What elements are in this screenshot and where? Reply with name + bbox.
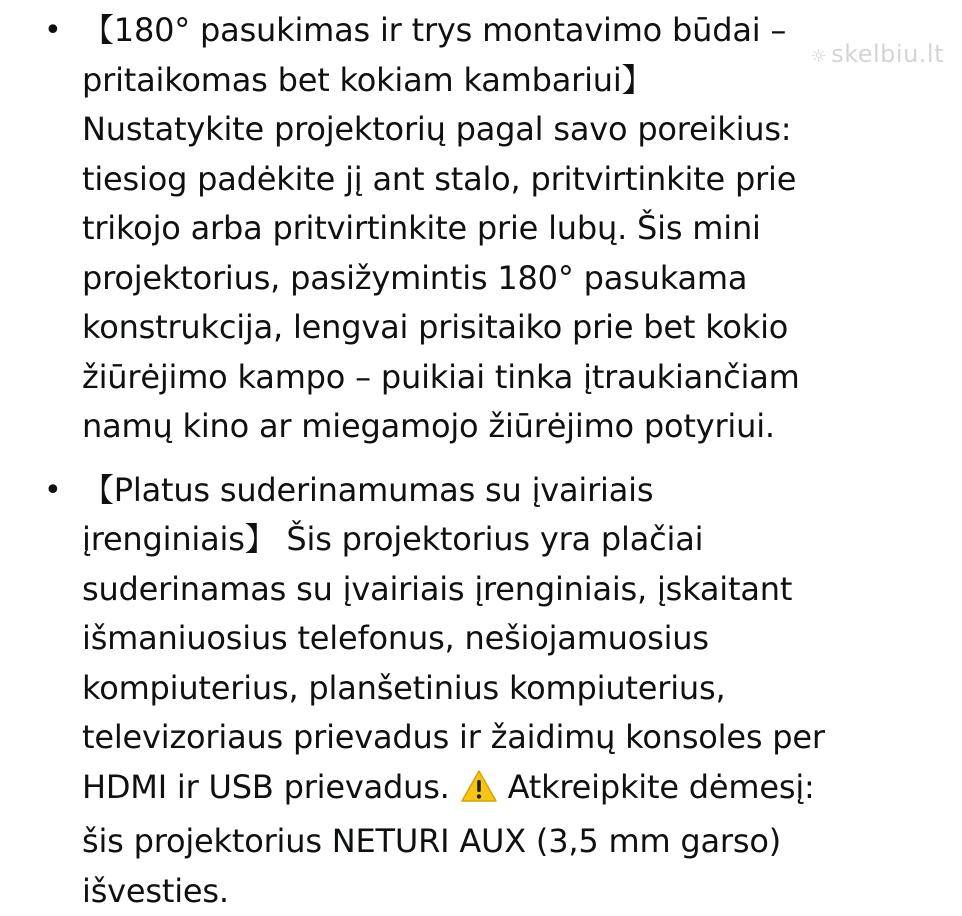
warning-line-after: Atkreipkite dėmesį: [508, 768, 815, 806]
text-line: pritaikomas bet kokiam kambariui】 [82, 56, 962, 106]
warning-line-before: HDMI ir USB prievadus. [82, 768, 450, 806]
text-line: kompiuterius, planšetinius kompiuterius, [82, 664, 962, 714]
list-item-rotation [0, 6, 962, 452]
watermark-text: skelbiu.lt [831, 40, 944, 68]
text-line: 【Platus suderinamumas su įvairiais [82, 466, 962, 516]
text-line: žiūrėjimo kampo – puikiai tinka įtraukiančiam [82, 353, 962, 403]
text-line: išvesties. [82, 867, 962, 916]
bullet-dot: • [44, 466, 62, 516]
text-line: įrenginiais】 Šis projektorius yra plačiai [82, 515, 962, 565]
warning-icon [460, 768, 498, 818]
text-line: trikojo arba pritvirtinkite prie lubų. Šis mini [82, 204, 962, 254]
list-item-compatibility [0, 466, 962, 916]
text-line: šis projektorius NETURI AUX (3,5 mm garso) [82, 817, 962, 867]
text-line: Nustatykite projektorių pagal savo poreikius: [82, 105, 962, 155]
text-line: tiesiog padėkite jį ant stalo, pritvirtinkite prie [82, 155, 962, 205]
text-line: konstrukcija, lengvai prisitaiko prie bet kokio [82, 303, 962, 353]
watermark-mark: ☼ [811, 46, 828, 67]
bullet-list [0, 6, 962, 916]
text-line: 【180° pasukimas ir trys montavimo būdai – [82, 6, 962, 56]
text-line: namų kino ar miegamojo žiūrėjimo potyriui. [82, 402, 962, 452]
text-line: suderinamas su įvairiais įrenginiais, įskaitant [82, 565, 962, 615]
text-line: projektorius, pasižymintis 180° pasukama [82, 254, 962, 304]
text-line-warning [82, 763, 962, 818]
text-line: televizoriaus prievadus ir žaidimų konsoles per [82, 713, 962, 763]
bullet-dot: • [44, 6, 62, 56]
text-line: išmaniuosius telefonus, nešiojamuosius [82, 614, 962, 664]
